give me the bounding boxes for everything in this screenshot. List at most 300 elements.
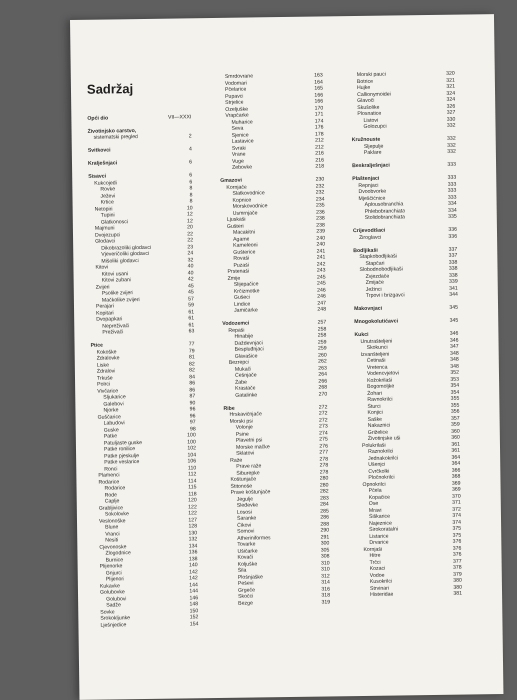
toc-entry-title: Šiškarice bbox=[357, 514, 390, 521]
toc-entry-page: 23 bbox=[187, 244, 193, 251]
toc-entry-title: Raže bbox=[224, 457, 242, 464]
toc-entry-title: Agame bbox=[221, 236, 250, 243]
toc-entry-title: Ždralovi bbox=[91, 368, 116, 375]
toc-entry-title: Makovnjaci bbox=[354, 306, 382, 313]
toc-entry-title: Vuge bbox=[220, 158, 244, 165]
toc-entry-title: Skokunci bbox=[355, 345, 388, 352]
toc-entry-title: Macakitni bbox=[221, 229, 255, 236]
toc-entry-title: Gnjurci bbox=[94, 570, 123, 577]
toc-entry-page: 10 bbox=[187, 205, 193, 212]
toc-entry-title: Dikobrazoliki glodavci bbox=[89, 244, 151, 251]
toc-entry-page: 257 bbox=[318, 319, 327, 326]
toc-entry-title: Golozupci bbox=[351, 124, 386, 131]
toc-entry-page: 332 bbox=[447, 142, 456, 149]
toc-entry-page: 8 bbox=[190, 198, 193, 205]
toc-entry-page: 22 bbox=[187, 231, 193, 238]
toc-entry-page: 338 bbox=[449, 266, 458, 273]
toc-entry-page: 104 bbox=[187, 452, 196, 459]
toc-entry-page: 310 bbox=[321, 560, 330, 567]
toc-entry-title: Zlogodnice bbox=[93, 550, 130, 557]
toc-entry-title: Nakaznici bbox=[356, 423, 391, 430]
toc-entry-title: Kopnice bbox=[220, 197, 251, 204]
toc-entry-title: Ždralovke bbox=[91, 355, 120, 362]
toc-entry-title: Hinabije bbox=[222, 333, 253, 340]
toc-entry-page: 146 bbox=[189, 595, 198, 602]
toc-entry-page: 245 bbox=[317, 280, 326, 287]
toc-entry-page: 280 bbox=[320, 482, 329, 489]
toc-entry-title: Konjici bbox=[355, 410, 382, 417]
toc-entry-title: Patke bbox=[92, 433, 117, 440]
toc-entry-title: Trpovi i brizgavci bbox=[354, 292, 405, 299]
toc-column-2 bbox=[219, 72, 330, 606]
toc-entry-page: 361 bbox=[451, 448, 460, 455]
toc-entry-title: Ušenjci bbox=[356, 462, 385, 469]
toc-entry-title: Botrice bbox=[351, 78, 373, 85]
toc-entry-page: 171 bbox=[315, 111, 324, 118]
toc-entry-title: Koštunjače bbox=[224, 476, 256, 483]
toc-entry-title: Kitovi bbox=[89, 264, 108, 271]
toc-entry-page: 372 bbox=[452, 506, 461, 513]
toc-entry-title: Cjevonoske bbox=[93, 544, 126, 551]
toc-entry-page: 236 bbox=[316, 209, 325, 216]
toc-entry-page: 154 bbox=[190, 621, 199, 628]
toc-entry-title: Kornjače bbox=[220, 184, 247, 191]
toc-entry-page: 337 bbox=[449, 253, 458, 260]
toc-entry-title: Listovi bbox=[351, 117, 378, 124]
toc-entry-page: 333 bbox=[448, 181, 457, 188]
toc-entry-title: Prave koštunjače bbox=[225, 489, 271, 496]
toc-entry-title: Tovarke bbox=[225, 541, 255, 548]
toc-entry-page: 115 bbox=[188, 484, 196, 491]
toc-entry-title: Lindice bbox=[222, 301, 251, 308]
toc-entry-title: Vodomari bbox=[219, 80, 247, 87]
toc-entry-title: Atheriniformes bbox=[225, 535, 271, 542]
toc-entry-page: 326 bbox=[447, 103, 456, 110]
toc-entry-title: Opnokrilci bbox=[356, 481, 385, 488]
toc-entry-page: 321 bbox=[446, 77, 455, 84]
toc-entry-page: 359 bbox=[451, 422, 460, 429]
toc-entry-page: 138 bbox=[189, 556, 198, 563]
toc-entry-page: 122 bbox=[188, 504, 197, 511]
toc-entry-title: Grgeče bbox=[226, 587, 255, 594]
toc-entry-page: 333 bbox=[448, 194, 457, 201]
toc-entry-title: Polrci bbox=[91, 381, 110, 388]
toc-entry-title: Bezge bbox=[226, 600, 253, 607]
toc-entry-title: Veslonoške bbox=[93, 518, 126, 525]
toc-entry-title: Krtice bbox=[89, 199, 114, 206]
toc-entry-page: 376 bbox=[453, 552, 462, 559]
toc-entry-title: Plošnjaške bbox=[226, 574, 263, 581]
toc-entry-page: 310 bbox=[321, 566, 330, 573]
toc-entry-page: 332 bbox=[447, 149, 456, 156]
toc-entry-page: 240 bbox=[316, 241, 325, 248]
toc-entry-title: Gušteri bbox=[221, 223, 244, 230]
toc-entry-title: Golubovke bbox=[94, 589, 125, 596]
toc-entry-page: 357 bbox=[451, 415, 460, 422]
toc-entry-title: Gušeci bbox=[222, 295, 250, 302]
toc-entry-title: Ravnokrilci bbox=[355, 397, 392, 404]
toc-entry-page: 259 bbox=[318, 339, 327, 346]
toc-entry-page: 45 bbox=[188, 283, 194, 290]
toc-entry-page: 247 bbox=[317, 300, 326, 307]
toc-entry-title: Glavašice bbox=[223, 353, 258, 360]
toc-entry-page: 355 bbox=[451, 402, 460, 409]
toc-entry-page: 375 bbox=[453, 532, 462, 539]
toc-entry-page: 57 bbox=[188, 296, 194, 303]
toc-entry-page: 248 bbox=[317, 306, 326, 313]
toc-entry-page: 364 bbox=[451, 454, 460, 461]
toc-entry-title: Grabljivice bbox=[93, 505, 123, 512]
toc-entry-title: Mješčićnice bbox=[352, 195, 385, 202]
toc-entry-title: Stolidobranchiata bbox=[353, 214, 405, 221]
toc-entry-page: 378 bbox=[453, 565, 462, 572]
toc-entry-page: 319 bbox=[321, 599, 330, 606]
toc-entry-title: Polukrilaši bbox=[356, 442, 386, 449]
toc-entry-page: 24 bbox=[187, 250, 193, 257]
toc-entry-title: Slatkovodnice bbox=[220, 190, 264, 197]
toc-entry-title: Krastače bbox=[223, 385, 256, 392]
toc-entry-title: Šiburepke bbox=[224, 470, 259, 477]
toc-entry-page: 368 bbox=[452, 474, 461, 481]
toc-entry-page: 144 bbox=[189, 582, 198, 589]
toc-entry-title: Njorke bbox=[91, 407, 118, 414]
toc-entry-title: Čaplje bbox=[93, 498, 120, 505]
toc-entry-page: 100 bbox=[187, 432, 196, 439]
toc-entry-title: Pčela bbox=[357, 488, 382, 495]
toc-entry-page: 280 bbox=[320, 475, 329, 482]
toc-entry-page: 354 bbox=[451, 389, 460, 396]
toc-entry-page: 377 bbox=[453, 558, 462, 565]
toc-entry-title: Perajari bbox=[90, 303, 114, 310]
toc-entry-title: Repaši bbox=[222, 327, 244, 334]
toc-entry-page: 321 bbox=[446, 84, 455, 91]
toc-entry-page: 97 bbox=[190, 419, 196, 426]
toc-entry-title: Morski psi bbox=[224, 418, 253, 425]
toc-entry-title: Štitonoše bbox=[224, 483, 252, 490]
toc-entry-page: 308 bbox=[321, 553, 330, 560]
toc-entry-title: Kozaci bbox=[358, 566, 386, 573]
toc-entry-title: Morskovodnice bbox=[221, 203, 268, 210]
toc-entry-page: 376 bbox=[453, 539, 462, 546]
toc-entry-page: 234 bbox=[316, 196, 325, 203]
toc-entry-page: 316 bbox=[321, 586, 330, 593]
toc-entry-title: Mravi bbox=[357, 507, 382, 514]
toc-entry-page: 330 bbox=[447, 116, 456, 123]
toc-entry-page: 218 bbox=[315, 163, 324, 170]
toc-entry-title: Jegulje bbox=[225, 496, 254, 503]
toc-entry-page: 178 bbox=[315, 131, 324, 138]
toc-entry-page: 338 bbox=[449, 259, 458, 266]
toc-entry-page: 12 bbox=[187, 218, 193, 225]
toc-entry-title: Seva bbox=[219, 126, 243, 133]
toc-entry-title: Phlebobranchiata bbox=[353, 208, 405, 215]
toc-entry-title: Pčelarice bbox=[219, 87, 246, 94]
toc-entry-page: 232 bbox=[316, 183, 325, 190]
toc-entry-title: Čikovi bbox=[225, 522, 251, 529]
toc-entry-page: 336 bbox=[448, 227, 457, 234]
toc-entry-page: 371 bbox=[452, 500, 461, 507]
toc-entry-page: 2 bbox=[189, 133, 192, 140]
toc-entry-page: 6 bbox=[189, 159, 192, 166]
toc-entry-title: Vretenca bbox=[355, 364, 388, 371]
toc-entry-title: Kameleoni bbox=[221, 242, 258, 249]
toc-entry-page: 361 bbox=[451, 441, 460, 448]
toc-entry-title: Hrskavičnjače bbox=[223, 411, 261, 418]
toc-entry-title: Galebovi bbox=[91, 401, 124, 408]
toc-entry-title: Vrane bbox=[220, 152, 246, 159]
toc-entry-title: Saške bbox=[356, 416, 383, 423]
toc-entry-page: 96 bbox=[190, 406, 196, 413]
toc-entry-page: 337 bbox=[449, 246, 458, 253]
toc-entry-title: Vranci bbox=[93, 531, 120, 538]
toc-entry-page: 81 bbox=[189, 354, 195, 361]
toc-entry-title: Ose bbox=[357, 501, 379, 508]
toc-entry-page: 77 bbox=[189, 341, 195, 348]
toc-entry-page: 369 bbox=[452, 487, 461, 494]
toc-entry-page: 102 bbox=[187, 445, 196, 452]
toc-entry-title: Žabe bbox=[223, 379, 247, 386]
toc-entry-page: 272 bbox=[319, 410, 328, 417]
page-title: Sadržaj bbox=[87, 81, 133, 97]
toc-entry-title: Svitkovci bbox=[88, 147, 111, 154]
toc-entry-page: 130 bbox=[188, 530, 197, 537]
toc-entry-title: Hitre bbox=[357, 553, 380, 560]
toc-entry-page: 344 bbox=[449, 292, 458, 299]
toc-entry-title: Lososi bbox=[225, 509, 252, 516]
toc-entry-page: 245 bbox=[317, 274, 326, 281]
toc-entry-page: 369 bbox=[452, 480, 461, 487]
toc-entry-page: 112 bbox=[188, 471, 196, 478]
toc-entry-page: 305 bbox=[321, 547, 330, 554]
toc-entry-title: Kukcojedi bbox=[88, 180, 117, 187]
toc-entry-title: Rodarice bbox=[93, 485, 126, 492]
toc-entry-title: Šila bbox=[226, 568, 247, 575]
toc-entry-page: 144 bbox=[189, 588, 198, 595]
toc-entry-page: 335 bbox=[448, 214, 457, 221]
toc-entry-page: 164 bbox=[314, 79, 323, 86]
toc-entry-title: Dvojezupci bbox=[89, 232, 120, 239]
toc-entry-title: Rovaši bbox=[221, 256, 249, 263]
toc-entry-title: Rode bbox=[93, 492, 117, 499]
toc-entry-page: 332 bbox=[447, 136, 456, 143]
toc-entry-title: Plamenci bbox=[92, 472, 119, 479]
toc-entry-page: 4 bbox=[189, 146, 192, 153]
toc-entry-title: Šljukarice bbox=[91, 394, 126, 401]
toc-entry-page: 291 bbox=[321, 534, 330, 541]
toc-entry-title: Patke ronilice bbox=[92, 446, 135, 453]
toc-entry-page: 333 bbox=[447, 162, 456, 169]
toc-entry-title: Plosnatice bbox=[351, 111, 381, 118]
toc-entry-title: Mišoliki glodavci bbox=[89, 258, 139, 265]
toc-entry-page: 20 bbox=[187, 224, 193, 231]
toc-entry-page: 290 bbox=[320, 527, 329, 534]
toc-entry-page: 216 bbox=[315, 150, 324, 157]
toc-entry-page: 40 bbox=[188, 263, 194, 270]
toc-entry-page: 376 bbox=[453, 545, 462, 552]
toc-entry-title: Cvrčkolki bbox=[356, 468, 389, 475]
toc-entry-page: 272 bbox=[319, 404, 328, 411]
toc-entry-title: Zebovke bbox=[220, 164, 252, 171]
toc-entry-page: 356 bbox=[451, 409, 460, 416]
toc-entry-title: Kukci bbox=[354, 332, 368, 339]
toc-entry-title: Hujke bbox=[351, 85, 370, 92]
toc-entry-page: 288 bbox=[320, 521, 329, 528]
toc-entry-title: Češnjače bbox=[223, 372, 257, 379]
toc-entry-title: Ptice bbox=[91, 343, 103, 350]
toc-entry-title: Jednakokrilci bbox=[356, 455, 398, 462]
toc-entry-page: 120 bbox=[188, 497, 197, 504]
toc-entry-page: 324 bbox=[446, 97, 455, 104]
toc-entry-title: Nepreživači bbox=[90, 323, 129, 330]
toc-entry-page: 264 bbox=[318, 371, 327, 378]
toc-entry-page: 148 bbox=[189, 601, 198, 608]
toc-entry-page: 86 bbox=[189, 380, 195, 387]
toc-entry-title: Stapčari bbox=[353, 260, 384, 267]
toc-entry-page: 262 bbox=[318, 358, 327, 365]
toc-entry-title: Somovi bbox=[225, 528, 254, 535]
toc-entry-page: 346 bbox=[450, 331, 459, 338]
toc-entry-title: Pupavci bbox=[219, 93, 244, 100]
toc-entry-page: 110 bbox=[188, 465, 196, 472]
toc-entry-title: Gatalinke bbox=[223, 392, 257, 399]
toc-entry-title: Slijepačice bbox=[222, 281, 259, 288]
toc-entry-title: Ljuskaši bbox=[221, 217, 246, 224]
toc-entry-page: 336 bbox=[448, 233, 457, 240]
toc-entry-title: Ježevi bbox=[88, 193, 115, 200]
toc-entry-page: 380 bbox=[453, 584, 462, 591]
toc-entry-page: 352 bbox=[450, 370, 459, 377]
toc-entry-title: Širokoratalni bbox=[357, 526, 398, 533]
toc-entry-page: 238 bbox=[316, 222, 325, 229]
toc-entry-title: Raznokrilci bbox=[356, 449, 393, 456]
toc-entry-title: Sleđevke bbox=[225, 502, 258, 509]
toc-entry-title: Glavoči bbox=[351, 98, 374, 105]
toc-entry-page: 374 bbox=[452, 519, 461, 526]
toc-entry-page: 260 bbox=[318, 352, 327, 359]
toc-entry-page: 132 bbox=[189, 536, 198, 543]
toc-entry-page: 285 bbox=[320, 508, 329, 515]
toc-entry-page: 212 bbox=[315, 144, 324, 151]
toc-entry-page: 40 bbox=[188, 270, 194, 277]
toc-entry-page: 341 bbox=[449, 285, 458, 292]
toc-entry-page: 270 bbox=[319, 391, 328, 398]
toc-entry-title: Majmuni bbox=[89, 225, 115, 232]
toc-entry-page: 166 bbox=[314, 92, 323, 99]
toc-entry-title: Plijenori bbox=[94, 576, 125, 583]
toc-entry-title: Paklare bbox=[352, 150, 382, 157]
toc-entry-title: Prave raže bbox=[224, 463, 261, 470]
toc-column-3 bbox=[351, 71, 462, 599]
toc-entry-title: Rodarice bbox=[92, 479, 119, 486]
toc-entry-page: 360 bbox=[451, 435, 460, 442]
toc-entry-page: 263 bbox=[318, 365, 327, 372]
toc-entry bbox=[226, 599, 330, 607]
toc-entry-title: Psine bbox=[224, 431, 249, 438]
toc-entry-title: Netopiri bbox=[89, 206, 113, 213]
toc-entry-page: 152 bbox=[190, 614, 199, 621]
toc-entry-title: Sjenice bbox=[220, 132, 249, 139]
toc-entry-title: Sklatovi bbox=[224, 450, 254, 457]
toc-entry-title: Vjeveričoliki glodavci bbox=[89, 251, 149, 258]
toc-entry bbox=[94, 621, 198, 629]
toc-entry-page: 176 bbox=[315, 124, 324, 131]
toc-entry-title: Pločnokrilci bbox=[356, 475, 394, 482]
toc-entry-page: 230 bbox=[316, 176, 325, 183]
toc-entry-title: Vrapčarke bbox=[219, 113, 249, 120]
toc-entry-page: 96 bbox=[190, 413, 196, 420]
toc-entry-page: 300 bbox=[321, 540, 330, 547]
toc-entry-title: Vodoe bbox=[358, 572, 385, 579]
toc-entry-page: 8 bbox=[190, 192, 193, 199]
toc-entry-page: 239 bbox=[316, 228, 325, 235]
toc-entry-page: 338 bbox=[449, 272, 458, 279]
toc-entry-title: Zvijeri bbox=[90, 284, 110, 291]
toc-entry-page: 142 bbox=[189, 569, 198, 576]
toc-entry-page: 136 bbox=[189, 549, 198, 556]
toc-entry-page: 272 bbox=[319, 417, 328, 424]
toc-entry-title: Dvoobvorke bbox=[352, 189, 386, 196]
toc-entry-title: Patke veslarice bbox=[92, 459, 139, 466]
toc-entry-title: Životinjske uši bbox=[356, 435, 401, 442]
toc-entry-page: 86 bbox=[189, 387, 195, 394]
toc-entry-title: Psolike zvijeri bbox=[90, 290, 134, 297]
toc-entry-title: Koljuške bbox=[226, 561, 258, 568]
toc-entry-title: Guske bbox=[92, 427, 119, 434]
toc-entry-page: 318 bbox=[321, 592, 330, 599]
toc-entry-page: 354 bbox=[450, 383, 459, 390]
toc-entry-title: Vodencvjetovi bbox=[355, 370, 399, 377]
toc-entry-page: 274 bbox=[319, 430, 328, 437]
toc-entry-page: 98 bbox=[190, 426, 196, 433]
toc-entry-page: 61 bbox=[188, 309, 194, 316]
toc-entry-page: 87 bbox=[189, 393, 195, 400]
toc-entry-title: Crijevodišaci bbox=[353, 228, 385, 235]
toc-entry-title: Vodozemci bbox=[222, 321, 249, 328]
toc-entry-page: 61 bbox=[188, 315, 194, 322]
toc-entry-title: Volonje bbox=[224, 424, 253, 431]
toc-entry-page: 166 bbox=[314, 98, 323, 105]
toc-entry-page: 45 bbox=[188, 289, 194, 296]
toc-entry-page: 278 bbox=[320, 469, 329, 476]
toc-entry-page: 278 bbox=[319, 456, 328, 463]
toc-entry-page: 339 bbox=[449, 279, 458, 286]
toc-entry-title: Ronci bbox=[92, 466, 117, 473]
toc-entry-title: Mnogokolutićavci bbox=[354, 318, 398, 325]
toc-entry-title: Trčci bbox=[358, 559, 381, 566]
toc-entry-title: Najeznice bbox=[357, 520, 392, 527]
toc-entry bbox=[358, 591, 462, 599]
toc-entry-page: 82 bbox=[189, 361, 195, 368]
toc-entry-page: 364 bbox=[452, 461, 461, 468]
toc-entry-title: Mačkolike zvijeri bbox=[90, 297, 140, 304]
toc-entry-title: Morski pauci bbox=[351, 72, 386, 79]
toc-entry-title: Listarice bbox=[357, 533, 388, 540]
toc-entry-page: 63 bbox=[189, 328, 195, 335]
toc-entry-page: 353 bbox=[450, 376, 459, 383]
toc-entry-page: 375 bbox=[452, 526, 461, 533]
toc-entry-page: 347 bbox=[450, 344, 459, 351]
toc-entry-title: Burnice bbox=[94, 557, 124, 564]
toc-entry-title: Unutrašteljeni bbox=[354, 338, 392, 345]
toc-entry-title: Gmazovi bbox=[220, 178, 242, 185]
toc-entry-page: 114 bbox=[188, 478, 196, 485]
toc-entry-title: Rovke bbox=[88, 186, 115, 193]
toc-entry-title: Bezrepci bbox=[223, 360, 249, 367]
toc-entry-page: 268 bbox=[318, 384, 327, 391]
toc-entry-title: Kralješnjaci bbox=[88, 160, 117, 167]
toc-entry-page: 163 bbox=[314, 72, 323, 79]
toc-entry-title: Žohari bbox=[355, 390, 382, 397]
